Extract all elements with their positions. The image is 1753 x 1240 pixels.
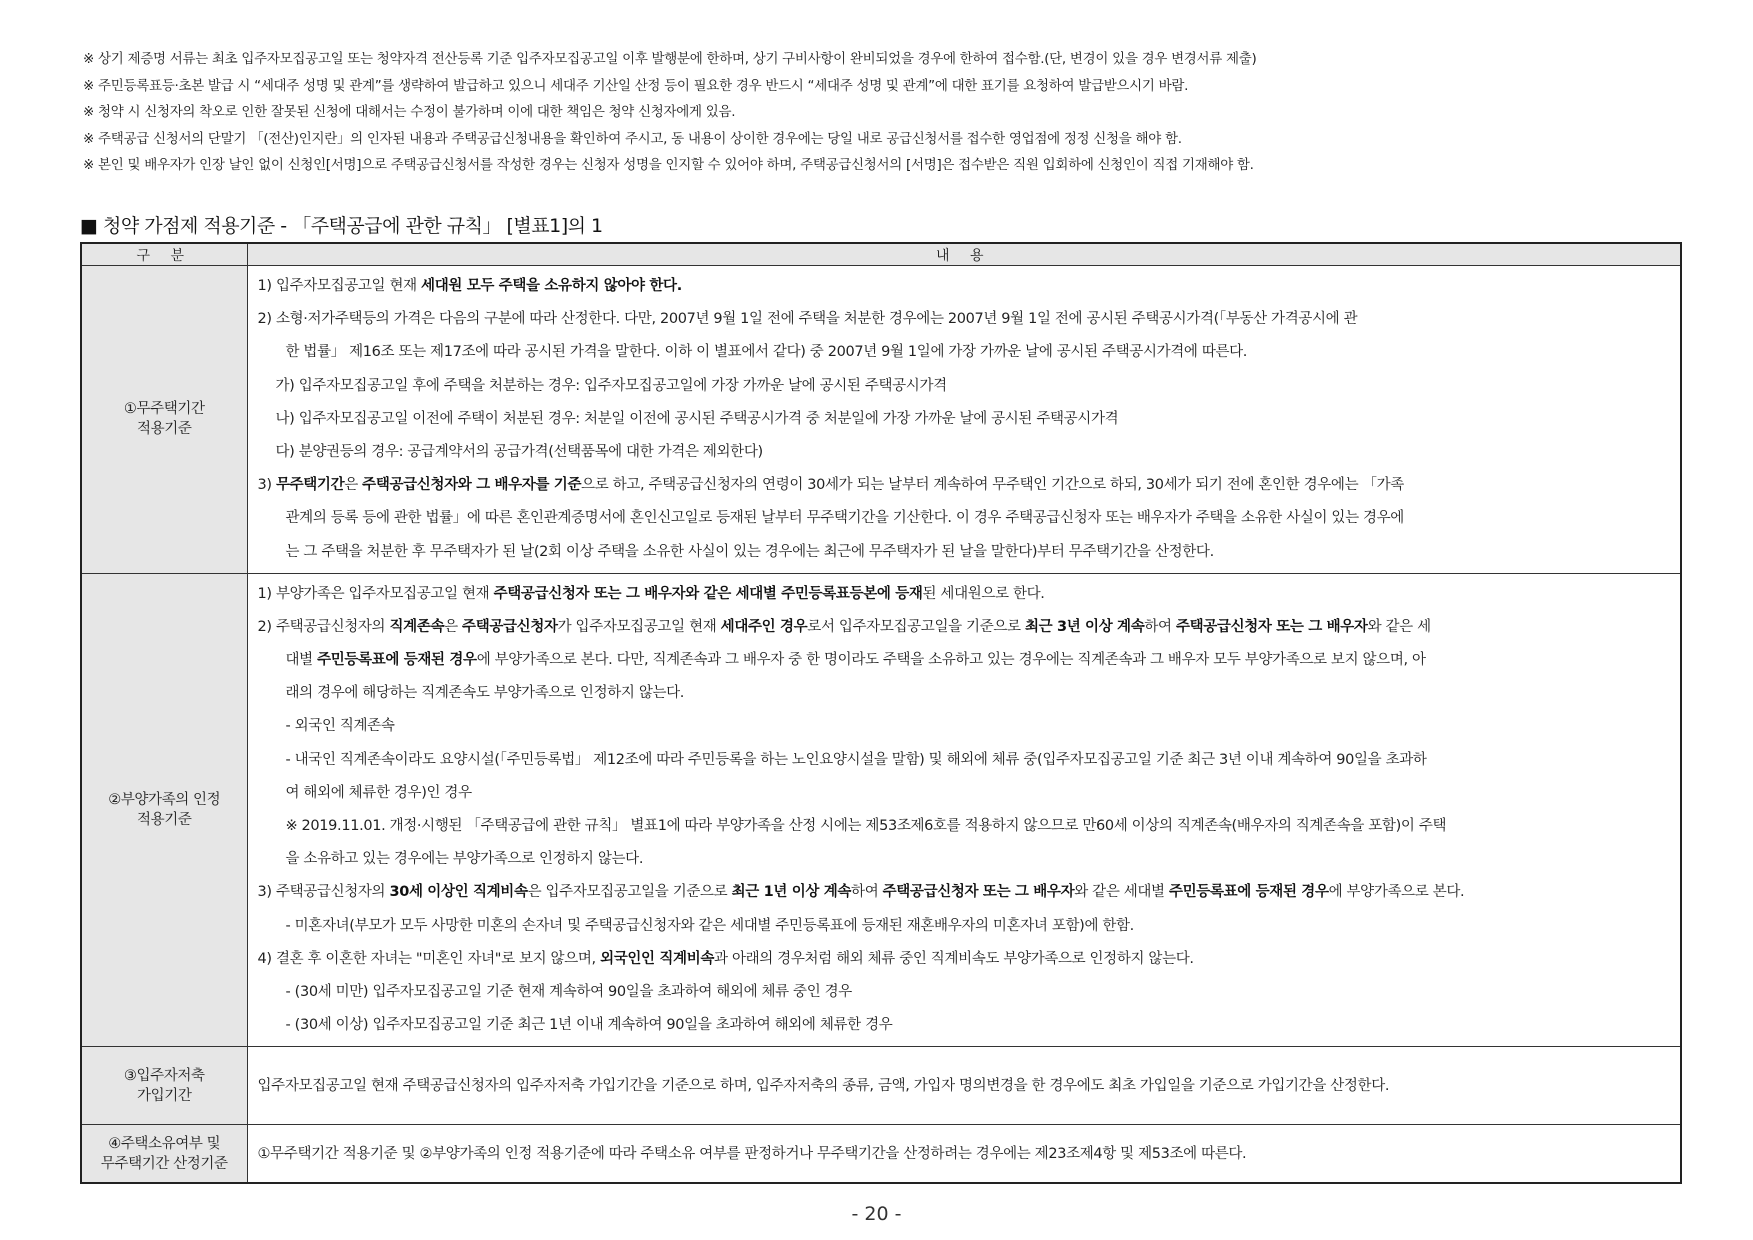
note-line: ※ 주민등록표등·초본 발급 시 “세대주 성명 및 관계”를 생략하여 발급하고 있으니 세대주 기산일 산정 등이 필요한 경우 반드시 “세대주 성명 및 관계”에 대한 표기를 요청하여 발급받으시기 바람. — [83, 77, 1189, 94]
content-line: 4) 결혼 후 이혼한 자녀는 "미혼인 자녀"로 보지 않으며, 외국인인 직계비속과 아래의 경우처럼 해외 체류 중인 직계비속도 부양가족으로 인정하지 않는다. — [257, 950, 1194, 967]
row-content — [247, 1125, 1681, 1183]
row-category — [81, 573, 247, 1047]
category-line: 적용기준 — [137, 421, 192, 438]
category-line: 적용기준 — [137, 812, 192, 828]
content-line: 관계의 등록 등에 관한 법률」에 따른 혼인관계증명서에 혼인신고일로 등재된 날부터 무주택기간을 기산한다. 이 경우 주택공급신청자 또는 배우자가 주택을 소유한 사실이 있는 경우에 — [285, 510, 1404, 527]
criteria-table — [80, 242, 1682, 1184]
category-line: 가입기간 — [137, 1087, 192, 1104]
row-category — [81, 1125, 247, 1183]
content-line: 나) 입주자모집공고일 이전에 주택이 처분된 경우: 처분일 이전에 공시된 주택공시가격 중 처분일에 가장 가까운 날에 공시된 주택공시가격 — [275, 410, 1119, 427]
content-line: 을 소유하고 있는 경우에는 부양가족으로 인정하지 않는다. — [285, 851, 644, 868]
content-line: 다) 분양권등의 경우: 공급계약서의 공급가격(선택품목에 대한 가격은 제외한다) — [275, 443, 763, 460]
content-line: 입주자모집공고일 현재 주택공급신청자의 입주자저축 가입기간을 기준으로 하며, 입주자저축의 종류, 금액, 가입자 명의변경을 한 경우에도 최초 가입일을 기준으로 가입기간을 산정한다. — [257, 1077, 1390, 1094]
header-category: 구 분 — [81, 243, 247, 266]
row-category — [81, 1047, 247, 1125]
page-number: - 20 - — [851, 1203, 902, 1225]
content-line: - (30세 이상) 입주자모집공고일 기준 최근 1년 이내 계속하여 90일을 초과하여 해외에 체류한 경우 — [285, 1017, 893, 1034]
row-content — [247, 573, 1681, 1047]
category-line: ③입주자저축 — [123, 1067, 205, 1084]
table-row — [81, 1125, 1681, 1183]
note-line: ※ 상기 제증명 서류는 최초 입주자모집공고일 또는 청약자격 전산등록 기준 입주자모집공고일 이후 발행분에 한하며, 상기 구비사항이 완비되었을 경우에 한하여 접수함.(단, 변경이 있을 경우 변경서류 제출) — [83, 51, 1257, 67]
content-line: 는 그 주택을 처분한 후 무주택자가 된 날(2회 이상 주택을 소유한 사실이 있는 경우에는 최근에 무주택자가 된 날을 말한다)부터 무주택기간을 산정한다. — [285, 543, 1214, 560]
content-line: - 외국인 직계존속 — [285, 718, 395, 735]
content-line: 2) 주택공급신청자의 직계존속은 주택공급신청자가 입주자모집공고일 현재 세대주인 경우로서 입주자모집공고일을 기준으로 최근 3년 이상 계속하여 주택공급신청자 또는 그 배우자와 같은 세 — [257, 618, 1431, 635]
content-line: 3) 주택공급신청자의 30세 이상인 직계비속은 입주자모집공고일을 기준으로 최근 1년 이상 계속하여 주택공급신청자 또는 그 배우자와 같은 세대별 주민등록표에 등재된 경우에 부양가족으로 본다. — [257, 884, 1465, 901]
header-content: 내 용 — [247, 243, 1681, 266]
table-header-row — [81, 243, 1681, 266]
table-row — [81, 573, 1681, 1047]
content-line: 가) 입주자모집공고일 후에 주택을 처분하는 경우: 입주자모집공고일에 가장 가까운 날에 공시된 주택공시가격 — [275, 377, 947, 394]
note-line: ※ 청약 시 신청자의 착오로 인한 잘못된 신청에 대해서는 수정이 불가하며 이에 대한 책임은 청약 신청자에게 있음. — [83, 104, 736, 120]
content-line: 1) 입주자모집공고일 현재 세대원 모두 주택을 소유하지 않아야 한다. — [257, 278, 682, 294]
table-row — [81, 1047, 1681, 1125]
note-line: ※ 본인 및 배우자가 인장 날인 없이 신청인[서명]으로 주택공급신청서를 작성한 경우는 신청자 성명을 인지할 수 있어야 하며, 주택공급신청서의 [서명]은 접수받은 직원 입회하에 신청인이 직접 기재해야 함. — [83, 157, 1254, 173]
row-category — [81, 266, 247, 574]
content-line: 래의 경우에 해당하는 직계존속도 부양가족으로 인정하지 않는다. — [285, 685, 685, 702]
content-line: 여 해외에 체류한 경우)인 경우 — [285, 784, 472, 801]
notes-block — [83, 46, 1703, 179]
content-line: - 미혼자녀(부모가 모두 사망한 미혼의 손자녀 및 주택공급신청자와 같은 세대별 주민등록표에 등재된 재혼배우자의 미혼자녀 포함)에 한함. — [285, 917, 1134, 934]
content-line: - (30세 미만) 입주자모집공고일 기준 현재 계속하여 90일을 초과하여 해외에 체류 중인 경우 — [285, 983, 852, 1000]
content-line: 1) 부양가족은 입주자모집공고일 현재 주택공급신청자 또는 그 배우자와 같은 세대별 주민등록표등본에 등재된 세대원으로 한다. — [257, 585, 1045, 602]
content-line: 3) 무주택기간은 주택공급신청자와 그 배우자를 기준으로 하고, 주택공급신청자의 연령이 30세가 되는 날부터 계속하여 무주택인 기간으로 하되, 30세가 되기 전에 혼인한 경우에는 「가족 — [257, 477, 1404, 494]
note-line: ※ 주택공급 신청서의 단말기 「(전산)인지란」의 인자된 내용과 주택공급신청내용을 확인하여 주시고, 동 내용이 상이한 경우에는 당일 내로 공급신청서를 접수한 영업점에 정정 신청을 해야 함. — [83, 130, 1182, 147]
content-line: 2) 소형·저가주택등의 가격은 다음의 구분에 따라 산정한다. 다만, 2007년 9월 1일 전에 주택을 처분한 경우에는 2007년 9월 1일 전에 공시된 주택공시가격(「부동산 가격공시에 관 — [257, 311, 1358, 328]
category-line: ②부양가족의 인정 — [108, 792, 221, 808]
content-line: 대별 주민등록표에 등재된 경우에 부양가족으로 본다. 다만, 직계존속과 그 배우자 중 한 명이라도 주택을 소유하고 있는 경우에는 직계존속과 그 배우자 모두 부양가족으로 보지 않으며, 아 — [285, 652, 1426, 669]
category-line: 무주택기간 산정기준 — [100, 1155, 228, 1172]
category-line: ④주택소유여부 및 — [108, 1135, 221, 1152]
content-line: ※ 2019.11.01. 개정·시행된 「주택공급에 관한 규칙」 별표1에 따라 부양가족을 산정 시에는 제53조제6호를 적용하지 않으므로 만60세 이상의 직계존속(배우자의 직계존속을 포함)이 주택 — [285, 818, 1447, 834]
content-line: ①무주택기간 적용기준 및 ②부양가족의 인정 적용기준에 따라 주택소유 여부를 판정하거나 무주택기간을 산정하려는 경우에는 제23조제4항 및 제53조에 따른다. — [257, 1145, 1247, 1162]
section-title: ■ 청약 가점제 적용기준 - 「주택공급에 관한 규칙」 [별표1]의 1 — [80, 215, 603, 237]
content-line: 한 법률」 제16조 또는 제17조에 따라 공시된 가격을 말한다. 이하 이 별표에서 같다) 중 2007년 9월 1일에 가장 가까운 날에 공시된 주택공시가격에 따른다. — [285, 344, 1248, 361]
content-line: - 내국인 직계존속이라도 요양시설(「주민등록법」 제12조에 따라 주민등록을 하는 노인요양시설을 말함) 및 해외에 체류 중(입주자모집공고일 기준 최근 3년 이내 계속하여 90일을 초과하 — [285, 751, 1427, 768]
row-content — [247, 1047, 1681, 1125]
table-row — [81, 266, 1681, 574]
row-content — [247, 266, 1681, 574]
category-line: ①무주택기간 — [123, 401, 205, 418]
